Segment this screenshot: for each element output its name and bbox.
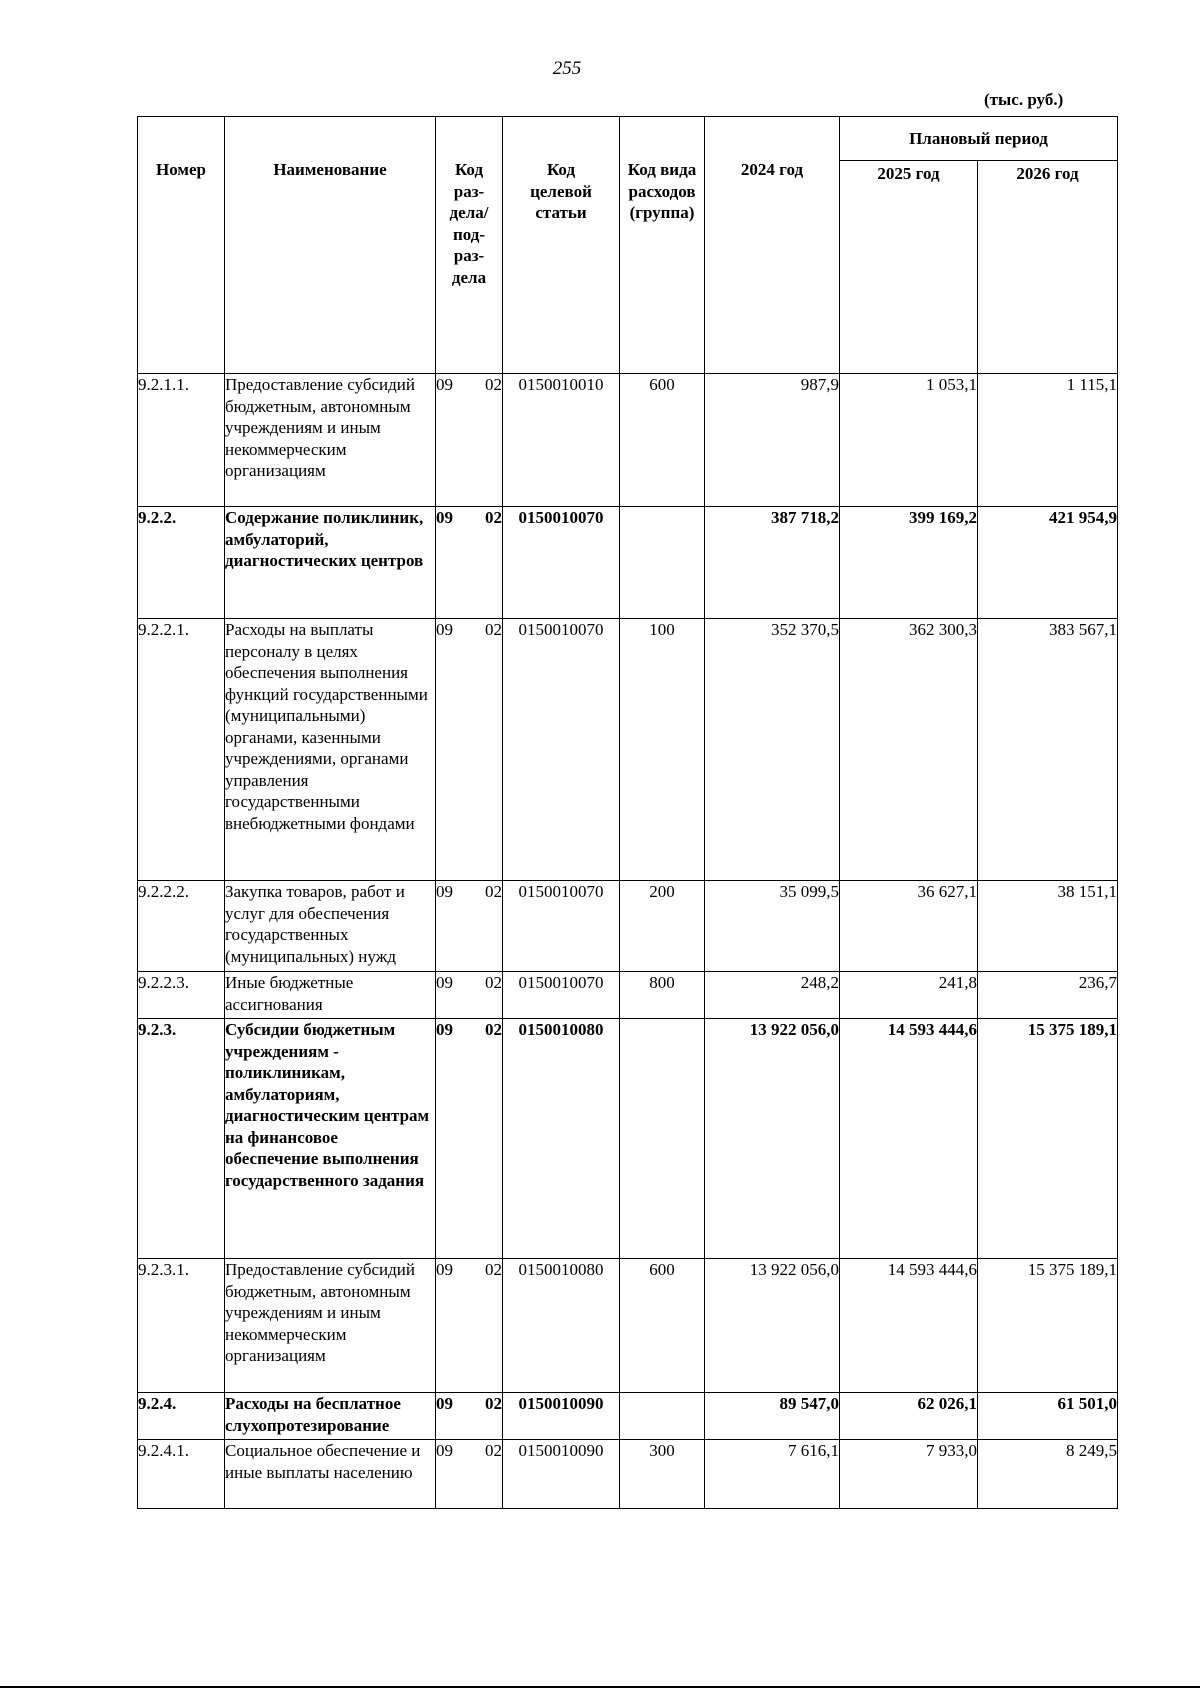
- row-amount-2024: 248,2: [705, 972, 840, 1019]
- header-kind-code: [620, 117, 705, 374]
- scan-bottom-edge-line: [0, 1686, 1200, 1688]
- row-section: [436, 374, 503, 507]
- header-section-code: [436, 117, 503, 374]
- row-target-code: 0150010080: [503, 1019, 620, 1259]
- row-amount-2025: 241,8: [840, 972, 978, 1019]
- row-amount-2025: 14 593 444,6: [840, 1019, 978, 1259]
- row-kind-code: 600: [620, 374, 705, 507]
- row-number: 9.2.3.: [138, 1019, 225, 1259]
- table-row: [138, 1440, 1118, 1509]
- header-target-line: целевой: [530, 181, 592, 201]
- row-subsection-code: 02: [485, 973, 502, 992]
- row-section: [436, 881, 503, 972]
- row-subsection-code: 02: [485, 1020, 502, 1039]
- row-number: 9.2.2.2.: [138, 881, 225, 972]
- row-amount-2024: 13 922 056,0: [705, 1019, 840, 1259]
- row-amount-2025: 7 933,0: [840, 1440, 978, 1509]
- row-amount-2026: 38 151,1: [978, 881, 1118, 972]
- row-amount-2025: 14 593 444,6: [840, 1259, 978, 1393]
- row-amount-2025: 399 169,2: [840, 507, 978, 619]
- row-name: Расходы на выплаты персоналу в целях обеспечения выполнения функций государственными (муниципальными) органами, казенными учреждениями, органами управления государственными внебюджетными фондами: [225, 619, 436, 881]
- row-target-code: 0150010080: [503, 1259, 620, 1393]
- row-section-code: 09: [436, 882, 453, 901]
- header-kind-line: расходов: [628, 181, 696, 201]
- row-kind-code: 200: [620, 881, 705, 972]
- row-amount-2026: 1 115,1: [978, 374, 1118, 507]
- row-amount-2024: 987,9: [705, 374, 840, 507]
- row-amount-2026: 8 249,5: [978, 1440, 1118, 1509]
- table-header-row: [138, 117, 1118, 161]
- row-amount-2024: 89 547,0: [705, 1393, 840, 1440]
- row-amount-2025: 36 627,1: [840, 881, 978, 972]
- row-amount-2026: 61 501,0: [978, 1393, 1118, 1440]
- row-section-code: 09: [436, 1020, 453, 1039]
- header-section-line: под-: [452, 224, 486, 244]
- row-amount-2026: 421 954,9: [978, 507, 1118, 619]
- row-subsection-code: 02: [485, 882, 502, 901]
- row-kind-code: 600: [620, 1259, 705, 1393]
- row-name: Расходы на бесплатное слухопротезирование: [225, 1393, 436, 1440]
- row-section: [436, 507, 503, 619]
- row-kind-code: 100: [620, 619, 705, 881]
- row-amount-2024: 35 099,5: [705, 881, 840, 972]
- row-name: Закупка товаров, работ и услуг для обеспечения государственных (муниципальных) нужд: [225, 881, 436, 972]
- units-label: (тыс. руб.): [984, 90, 1064, 109]
- header-kind-line: Код вида: [627, 160, 697, 179]
- header-section-line: дела/: [449, 203, 489, 222]
- header-section-line: Код: [454, 160, 484, 179]
- row-target-code: 0150010070: [503, 972, 620, 1019]
- row-target-code: 0150010090: [503, 1393, 620, 1440]
- header-planned-period: Плановый период: [840, 117, 1118, 161]
- row-target-code: 0150010010: [503, 374, 620, 507]
- row-subsection-code: 02: [485, 1394, 502, 1413]
- row-target-code: 0150010070: [503, 507, 620, 619]
- row-section-code: 09: [436, 1441, 453, 1460]
- row-section-code: 09: [436, 1394, 453, 1413]
- row-section: [436, 1393, 503, 1440]
- row-amount-2024: 352 370,5: [705, 619, 840, 881]
- row-kind-code: [620, 507, 705, 619]
- row-amount-2026: 15 375 189,1: [978, 1259, 1118, 1393]
- row-name: Содержание поликлиник, амбулаторий, диагностических центров: [225, 507, 436, 619]
- row-amount-2025: 362 300,3: [840, 619, 978, 881]
- header-target-code: [503, 117, 620, 374]
- row-section: [436, 972, 503, 1019]
- row-section-code: 09: [436, 375, 453, 394]
- header-year-2024: 2024 год: [705, 117, 840, 374]
- row-name: Субсидии бюджетным учреждениям - поликлиникам, амбулаториям, диагностическим центрам на финансовое обеспечение выполнения государственного задания: [225, 1019, 436, 1259]
- row-amount-2024: 387 718,2: [705, 507, 840, 619]
- row-amount-2025: 62 026,1: [840, 1393, 978, 1440]
- row-subsection-code: 02: [485, 508, 502, 527]
- header-kind-line: (группа): [629, 203, 695, 222]
- row-subsection-code: 02: [485, 1260, 502, 1279]
- row-section-code: 09: [436, 1260, 453, 1279]
- table-row: [138, 972, 1118, 1019]
- row-name: Иные бюджетные ассигнования: [225, 972, 436, 1019]
- row-amount-2026: 236,7: [978, 972, 1118, 1019]
- row-section: [436, 619, 503, 881]
- row-target-code: 0150010070: [503, 619, 620, 881]
- row-amount-2024: 7 616,1: [705, 1440, 840, 1509]
- row-kind-code: [620, 1019, 705, 1259]
- row-kind-code: 300: [620, 1440, 705, 1509]
- row-kind-code: 800: [620, 972, 705, 1019]
- header-section-line: раз-: [453, 181, 485, 201]
- header-target-line: статьи: [535, 203, 587, 222]
- table-row: [138, 374, 1118, 507]
- row-target-code: 0150010070: [503, 881, 620, 972]
- header-year-2026: 2026 год: [978, 161, 1118, 374]
- row-section: [436, 1259, 503, 1393]
- table-row: [138, 1393, 1118, 1440]
- budget-table: [137, 116, 1118, 1509]
- row-name: Предоставление субсидий бюджетным, автономным учреждениям и иным некоммерческим организациям: [225, 1259, 436, 1393]
- header-year-2025: 2025 год: [840, 161, 978, 374]
- row-amount-2026: 15 375 189,1: [978, 1019, 1118, 1259]
- row-number: 9.2.2.3.: [138, 972, 225, 1019]
- page-number: 255: [552, 58, 582, 79]
- row-section: [436, 1019, 503, 1259]
- row-amount-2026: 383 567,1: [978, 619, 1118, 881]
- row-target-code: 0150010090: [503, 1440, 620, 1509]
- row-number: 9.2.3.1.: [138, 1259, 225, 1393]
- header-section-line: дела: [451, 267, 487, 287]
- row-name: Предоставление субсидий бюджетным, автономным учреждениям и иным некоммерческим организациям: [225, 374, 436, 507]
- row-amount-2024: 13 922 056,0: [705, 1259, 840, 1393]
- row-number: 9.2.2.: [138, 507, 225, 619]
- table-row: [138, 619, 1118, 881]
- header-name: Наименование: [225, 117, 436, 374]
- table-row: [138, 881, 1118, 972]
- table-row: [138, 1019, 1118, 1259]
- row-subsection-code: 02: [485, 1441, 502, 1460]
- header-number: Номер: [138, 117, 225, 374]
- row-number: 9.2.1.1.: [138, 374, 225, 507]
- header-section-line: раз-: [453, 246, 485, 265]
- row-number: 9.2.4.: [138, 1393, 225, 1440]
- row-section-code: 09: [436, 973, 453, 992]
- row-subsection-code: 02: [485, 375, 502, 394]
- row-name: Социальное обеспечение и иные выплаты населению: [225, 1440, 436, 1509]
- row-section: [436, 1440, 503, 1509]
- header-target-line: Код: [546, 160, 576, 179]
- row-amount-2025: 1 053,1: [840, 374, 978, 507]
- row-number: 9.2.4.1.: [138, 1440, 225, 1509]
- row-kind-code: [620, 1393, 705, 1440]
- row-number: 9.2.2.1.: [138, 619, 225, 881]
- row-subsection-code: 02: [485, 620, 502, 639]
- table-row: [138, 1259, 1118, 1393]
- row-section-code: 09: [436, 620, 453, 639]
- row-section-code: 09: [436, 508, 453, 527]
- table-row: [138, 507, 1118, 619]
